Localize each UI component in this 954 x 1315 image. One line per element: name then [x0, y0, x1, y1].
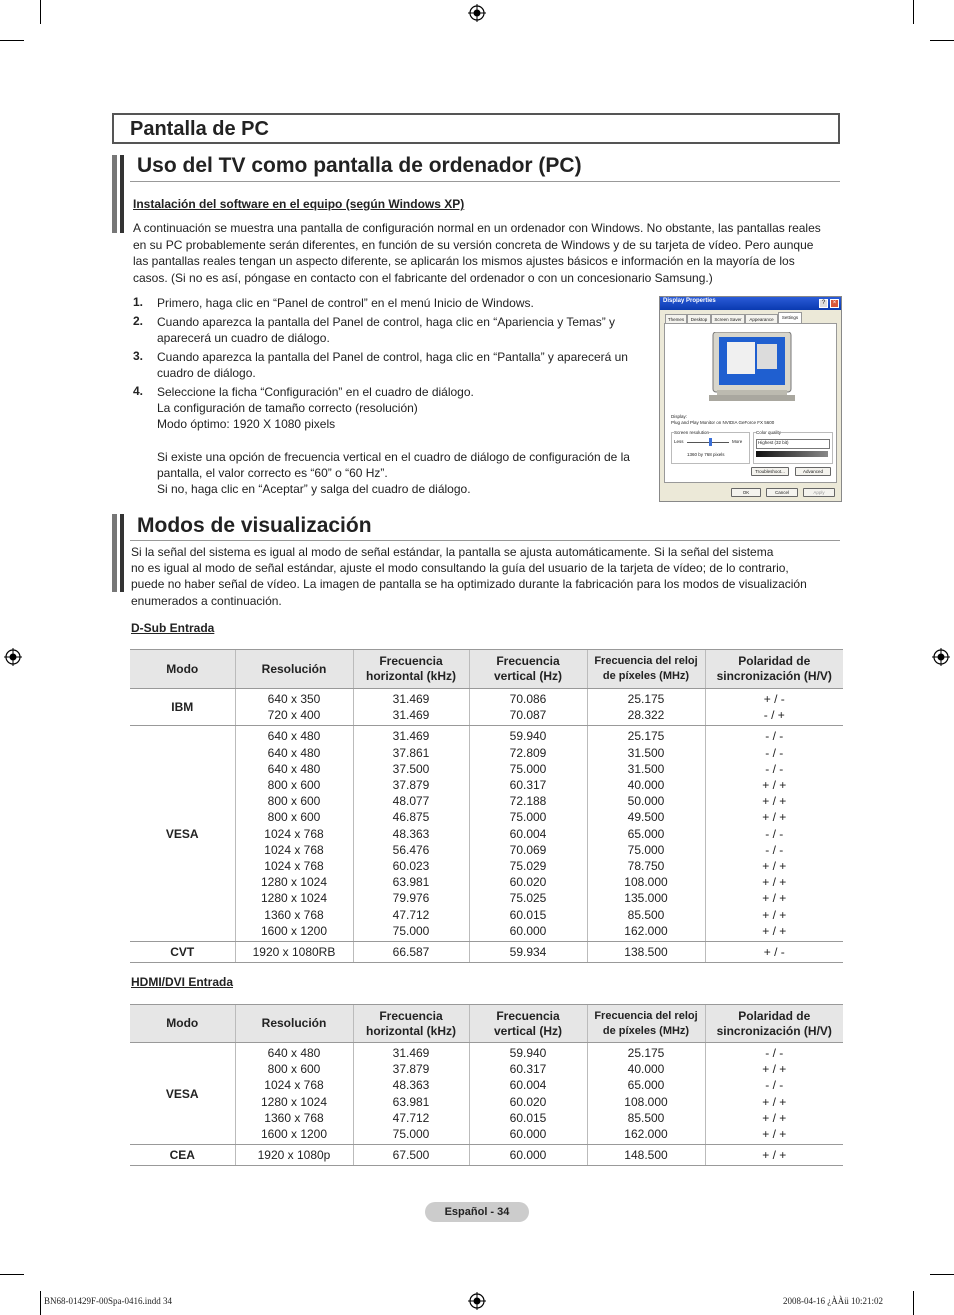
cell-line: 800 x 600 [267, 778, 321, 793]
cell-line: 1024 x 768 [264, 842, 324, 857]
col-header-mode: Modo [130, 650, 235, 689]
vfreq-cell [469, 1145, 587, 1166]
hdmi-mode-table [130, 1004, 843, 1166]
registration-mark-icon [468, 4, 486, 22]
header-line: Polaridad de [738, 654, 811, 668]
intro-paragraph [131, 544, 843, 609]
cell-line: 800 x 600 [267, 1062, 321, 1077]
table-label: HDMI/DVI Entrada [131, 975, 234, 989]
hfreq-cell [353, 726, 469, 942]
cell-line: + / + [762, 1062, 787, 1077]
cell-line: 48.363 [392, 1078, 430, 1093]
cell-line: 40.000 [627, 1062, 665, 1077]
mode-cell: CEA [130, 1145, 235, 1166]
cell-line: + / + [762, 1127, 787, 1142]
cell-line: 25.175 [627, 692, 665, 706]
cell-line: + / + [762, 794, 787, 809]
registration-mark-icon [4, 648, 22, 666]
cell-line: 78.750 [627, 859, 665, 874]
cell-line: + / + [762, 923, 787, 938]
more-label: More [732, 439, 743, 444]
cell-line: 1360 x 768 [264, 907, 324, 922]
text-line: en su PC probablemente serán diferentes, en función de su versión concreta de Windows y de su tarjeta de vídeo. Pero aunque [133, 237, 814, 252]
cell-line: 60.000 [509, 1148, 547, 1163]
cell-line: 31.469 [392, 692, 430, 706]
cell-line: 1360 x 768 [264, 1110, 324, 1125]
cell-line: + / + [762, 1094, 787, 1109]
resolution-slider-thumb [709, 438, 712, 446]
cell-line: + / + [762, 907, 787, 922]
cell-line: 37.879 [392, 778, 430, 793]
cell-line: + / + [762, 891, 787, 906]
cell-line: 162.000 [624, 1127, 668, 1142]
crop-mark [0, 40, 24, 41]
cell-line: 70.069 [509, 842, 547, 857]
vfreq-cell [469, 726, 587, 942]
crop-mark [40, 0, 41, 24]
col-header-resolution: Resolución [235, 1005, 353, 1043]
imprint-left: BN68-01429F-00Spa-0416.indd 34 [44, 1296, 172, 1306]
resolution-cell [235, 1145, 353, 1166]
cell-line: 31.500 [627, 745, 665, 760]
cell-line: - / - [765, 745, 784, 760]
cell-line: 108.000 [624, 1094, 668, 1109]
crop-mark [0, 1274, 24, 1275]
cell-line: 59.934 [509, 945, 547, 960]
cell-line: 1920 x 1080RB [252, 945, 336, 960]
step-text [157, 349, 652, 381]
cell-line: 1920 x 1080p [257, 1148, 331, 1163]
window-titlebar [660, 297, 841, 310]
col-header-pixclk [587, 650, 705, 689]
advanced-button: Advanced [795, 467, 831, 476]
cell-line: 75.025 [509, 891, 547, 906]
text-line: Si existe una opción de frecuencia vertical en el cuadro de diálogo de configuración de la [157, 449, 630, 464]
text-line: Primero, haga clic en “Panel de control” en el menú Inicio de Windows. [157, 296, 534, 310]
cell-line: 640 x 480 [267, 745, 321, 760]
cell-line: 31.500 [627, 761, 665, 776]
display-label: Display: [671, 414, 688, 419]
cell-line: 37.861 [392, 745, 430, 760]
pixclk-cell [587, 1145, 705, 1166]
header-line: horizontal (kHz) [366, 1023, 456, 1038]
text-line: Cuando aparezca la pantalla del Panel de control, haga clic en “Apariencia y Temas” y [157, 315, 616, 329]
cell-line: 40.000 [627, 778, 665, 793]
cell-line: 65.000 [627, 826, 665, 841]
cell-line: 60.023 [392, 859, 430, 874]
section-bar [120, 514, 124, 592]
cell-line: + / + [762, 859, 787, 874]
color-bar [756, 451, 828, 457]
registration-mark-icon [932, 648, 950, 666]
header-line: vertical (Hz) [493, 1023, 563, 1038]
col-header-mode: Modo [130, 1005, 235, 1043]
resolution-slider [687, 442, 729, 443]
section-bar [112, 514, 117, 592]
cell-line: 800 x 600 [267, 794, 321, 809]
cell-line: + / - [763, 945, 785, 960]
cell-line: 25.175 [627, 1046, 665, 1060]
section-bar [112, 155, 117, 233]
text-line: casos. (Si no es así, póngase en contacto con el fabricante del ordenador o con un concesionario Samsung.) [133, 270, 713, 285]
section-divider [130, 181, 840, 182]
cell-line: 75.000 [627, 842, 665, 857]
mode-cell: IBM [130, 689, 235, 726]
cell-line: - / - [765, 1046, 784, 1060]
resolution-cell [235, 689, 353, 726]
polarity-cell [705, 726, 843, 942]
cell-line: 66.587 [392, 945, 430, 960]
cancel-button: Cancel [766, 488, 798, 497]
text-line: La configuración de tamaño correcto (resolución) [157, 401, 418, 416]
cell-line: 59.940 [509, 729, 547, 744]
cell-line: 135.000 [624, 891, 668, 906]
text-line-spacer [157, 433, 652, 449]
step-text [157, 384, 652, 497]
cell-line: 1280 x 1024 [260, 891, 328, 906]
cell-line: 70.086 [509, 692, 547, 706]
table-row [130, 1043, 843, 1145]
col-header-hfreq [353, 650, 469, 689]
help-icon: ? [819, 299, 828, 308]
mode-cell: VESA [130, 726, 235, 942]
col-header-polarity [705, 1005, 843, 1043]
display-properties-screenshot [659, 296, 842, 502]
cell-line: 148.500 [624, 1148, 668, 1163]
cell-line: 1024 x 768 [264, 1078, 324, 1093]
pixclk-cell [587, 1043, 705, 1145]
cell-line: 1600 x 1200 [260, 1127, 328, 1142]
header-line: Polaridad de [738, 1008, 811, 1023]
cell-line: 56.476 [392, 842, 430, 857]
section-divider [130, 540, 840, 541]
cell-line: 72.809 [509, 745, 547, 760]
cell-line: 31.469 [392, 1046, 430, 1060]
resolution-group [671, 432, 750, 464]
cell-line: 1280 x 1024 [260, 1094, 328, 1109]
cell-line: - / - [765, 761, 784, 776]
cell-line: - / - [765, 729, 784, 744]
hfreq-cell [353, 689, 469, 726]
resolution-label: Screen resolution [674, 430, 710, 435]
page-title: Pantalla de PC [130, 118, 269, 140]
crop-mark [913, 1291, 914, 1315]
table-row [130, 942, 843, 963]
ok-button: OK [731, 488, 761, 497]
cell-line: 46.875 [392, 810, 430, 825]
header-line: sincronización (H/V) [716, 669, 832, 683]
resolution-value: 1360 by 768 pixels [687, 452, 725, 457]
hfreq-cell [353, 1043, 469, 1145]
color-value: Highest (32 bit) [758, 440, 789, 445]
header-line: sincronización (H/V) [716, 1023, 832, 1038]
cell-line: 60.015 [509, 1110, 547, 1125]
step-number: 2. [133, 314, 144, 328]
text-line: Cuando aparezca la pantalla del Panel de control, haga clic en “Pantalla” y aparecerá un [157, 350, 628, 364]
header-line: horizontal (kHz) [366, 669, 456, 683]
mode-cell: CVT [130, 942, 235, 963]
text-line: aparecerá un cuadro de diálogo. [157, 331, 330, 346]
monitor-icon [707, 332, 797, 402]
cell-line: - / - [765, 842, 784, 857]
page-title-box [112, 113, 840, 144]
intro-paragraph [133, 220, 845, 286]
cell-line: 640 x 480 [267, 729, 321, 744]
cell-line: - / - [765, 1078, 784, 1093]
cell-line: 48.363 [392, 826, 430, 841]
pixclk-cell [587, 689, 705, 726]
tab-appearance: Appearance [745, 314, 778, 323]
text-line: A continuación se muestra una pantalla de configuración normal en un ordenador con Windows. No obstante, las pantallas reales [133, 221, 821, 235]
pixclk-cell [587, 942, 705, 963]
hfreq-cell [353, 942, 469, 963]
col-header-hfreq [353, 1005, 469, 1043]
cell-line: 47.712 [392, 907, 430, 922]
display-value: Plug and Play Monitor on NVIDIA GeForce FX 5600 [671, 420, 775, 425]
section-bar [120, 155, 124, 233]
cell-line: 60.004 [509, 1078, 547, 1093]
crop-mark [913, 0, 914, 24]
header-line: Frecuencia [496, 1008, 560, 1023]
text-line: las pantallas reales tengan un aspecto diferente, se aplicarán los mismos ajustes básicos e información en la mayoría de los [133, 254, 795, 268]
pixclk-cell [587, 726, 705, 942]
apply-button: Apply [803, 488, 835, 497]
cell-line: 63.981 [392, 875, 430, 890]
cell-line: 1280 x 1024 [260, 875, 328, 890]
close-icon: × [830, 299, 839, 308]
cell-line: 37.879 [392, 1062, 430, 1077]
table-label: D-Sub Entrada [131, 621, 215, 635]
text-line: no es igual al modo de señal estándar, ajuste el modo consultando la guía del usuario de la tarjeta de vídeo; de lo contrario, [131, 561, 789, 576]
cell-line: 31.469 [392, 729, 430, 744]
crop-mark [40, 1291, 41, 1315]
cell-line: 75.000 [392, 1127, 430, 1142]
cell-line: 1024 x 768 [264, 859, 324, 874]
cell-line: 67.500 [392, 1148, 430, 1163]
cell-line: 60.020 [509, 1094, 547, 1109]
cell-line: 640 x 480 [267, 1046, 321, 1060]
cell-line: 79.976 [392, 891, 430, 906]
table-row [130, 689, 843, 726]
cell-line: + / + [762, 778, 787, 793]
tab-settings: Settings [778, 312, 802, 324]
cell-line: 75.000 [509, 810, 547, 825]
tab-themes: Themes [665, 314, 687, 323]
cell-line: 65.000 [627, 1078, 665, 1093]
resolution-cell [235, 726, 353, 942]
resolution-cell [235, 1043, 353, 1145]
cell-line: 63.981 [392, 1094, 430, 1109]
step-text [157, 295, 652, 311]
crop-mark [930, 1274, 954, 1275]
sub-heading: Instalación del software en el equipo (según Windows XP) [133, 197, 465, 211]
text-line: Modo óptimo: 1920 X 1080 pixels [157, 417, 336, 432]
header-line: Frecuencia [379, 1008, 443, 1023]
tab-screen-saver: Screen Saver [711, 314, 745, 323]
section-title: Uso del TV como pantalla de ordenador (PC) [137, 154, 582, 177]
section-title: Modos de visualización [137, 514, 372, 537]
window-title: Display Properties [663, 298, 716, 304]
header-line: vertical (Hz) [493, 669, 563, 683]
col-header-vfreq [469, 650, 587, 689]
mode-cell: VESA [130, 1043, 235, 1145]
cell-line: 49.500 [627, 810, 665, 825]
tab-desktop: Desktop [687, 314, 711, 323]
polarity-cell [705, 1145, 843, 1166]
cell-line: 60.020 [509, 875, 547, 890]
cell-line: 720 x 400 [267, 708, 321, 723]
col-header-polarity [705, 650, 843, 689]
cell-line: + / + [762, 875, 787, 890]
step-number: 1. [133, 295, 144, 309]
vfreq-cell [469, 689, 587, 726]
cell-line: 75.000 [509, 761, 547, 776]
cell-line: 70.087 [509, 708, 547, 723]
col-header-vfreq [469, 1005, 587, 1043]
cell-line: 85.500 [627, 907, 665, 922]
cell-line: 60.000 [509, 1127, 547, 1142]
vfreq-cell [469, 1043, 587, 1145]
cell-line: 60.317 [509, 1062, 547, 1077]
cell-line: 800 x 600 [267, 810, 321, 825]
cell-line: + / + [762, 1148, 787, 1163]
cell-line: 60.000 [509, 923, 547, 938]
step-number: 3. [133, 349, 144, 363]
cell-line: 60.317 [509, 778, 547, 793]
page-number-badge: Español - 34 [425, 1202, 529, 1222]
cell-line: 108.000 [624, 875, 668, 890]
cell-line: 1600 x 1200 [260, 923, 328, 938]
header-line: Frecuencia del reloj [594, 655, 698, 667]
cell-line: + / - [763, 692, 785, 706]
cell-line: - / - [765, 826, 784, 841]
cell-line: 37.500 [392, 761, 430, 776]
header-line: de píxeles (MHz) [602, 670, 690, 682]
text-line: Si no, haga clic en “Aceptar” y salga del cuadro de diálogo. [157, 482, 471, 497]
text-line: enumerados a continuación. [131, 593, 282, 608]
vfreq-cell [469, 942, 587, 963]
step-number: 4. [133, 384, 144, 398]
cell-line: - / + [763, 708, 785, 723]
dsub-table-body [130, 689, 843, 963]
cell-line: 60.004 [509, 826, 547, 841]
cell-line: 31.469 [392, 708, 430, 723]
cell-line: 1024 x 768 [264, 826, 324, 841]
troubleshoot-button: Troubleshoot... [751, 467, 789, 476]
text-line: Seleccione la ficha “Configuración” en el cuadro de diálogo. [157, 385, 474, 399]
step-text [157, 314, 652, 346]
imprint-right: 2008-04-16 ¿ÀÀü 10:21:02 [783, 1296, 883, 1306]
cell-line: 28.322 [627, 708, 665, 723]
cell-line: 85.500 [627, 1110, 665, 1125]
cell-line: 75.029 [509, 859, 547, 874]
cell-line: + / + [762, 810, 787, 825]
cell-line: 138.500 [624, 945, 668, 960]
header-line: Frecuencia del reloj [594, 1009, 698, 1022]
cell-line: 59.940 [509, 1046, 547, 1060]
cell-line: 640 x 480 [267, 761, 321, 776]
text-line: cuadro de diálogo. [157, 366, 256, 381]
text-line: Si la señal del sistema es igual al modo de señal estándar, la pantalla se ajusta automáticamente. Si la señal del sistema [131, 545, 774, 559]
table-header-row [130, 1005, 843, 1043]
table-row [130, 1145, 843, 1166]
text-line: puede no haber señal de vídeo. La imagen de pantalla se ha optimizado durante la fabricación para los modos de visualización [131, 577, 807, 592]
polarity-cell [705, 689, 843, 726]
cell-line: 60.015 [509, 907, 547, 922]
registration-mark-icon [468, 1292, 486, 1310]
cell-line: 72.188 [509, 794, 547, 809]
polarity-cell [705, 1043, 843, 1145]
text-line: pantalla, el valor correcto es “60” o “60 Hz”. [157, 466, 388, 480]
cell-line: 162.000 [624, 923, 668, 938]
cell-line: 50.000 [627, 794, 665, 809]
less-label: Less [674, 439, 684, 444]
cell-line: 25.175 [627, 729, 665, 744]
cell-line: 48.077 [392, 794, 430, 809]
col-header-resolution: Resolución [235, 650, 353, 689]
col-header-pixclk [587, 1005, 705, 1043]
header-line: Frecuencia [496, 654, 560, 668]
hdmi-table-body [130, 1043, 843, 1166]
cell-line: 640 x 350 [267, 692, 321, 706]
polarity-cell [705, 942, 843, 963]
crop-mark [930, 40, 954, 41]
cell-line: + / + [762, 1110, 787, 1125]
table-header-row [130, 650, 843, 689]
resolution-cell [235, 942, 353, 963]
settings-panel [664, 323, 837, 483]
cell-line: 47.712 [392, 1110, 430, 1125]
header-line: Frecuencia [379, 654, 443, 668]
dsub-mode-table [130, 649, 843, 963]
color-label: Color quality [756, 430, 782, 435]
cell-line: 75.000 [392, 923, 430, 938]
hfreq-cell [353, 1145, 469, 1166]
header-line: de píxeles (MHz) [602, 1024, 690, 1037]
table-row [130, 726, 843, 942]
